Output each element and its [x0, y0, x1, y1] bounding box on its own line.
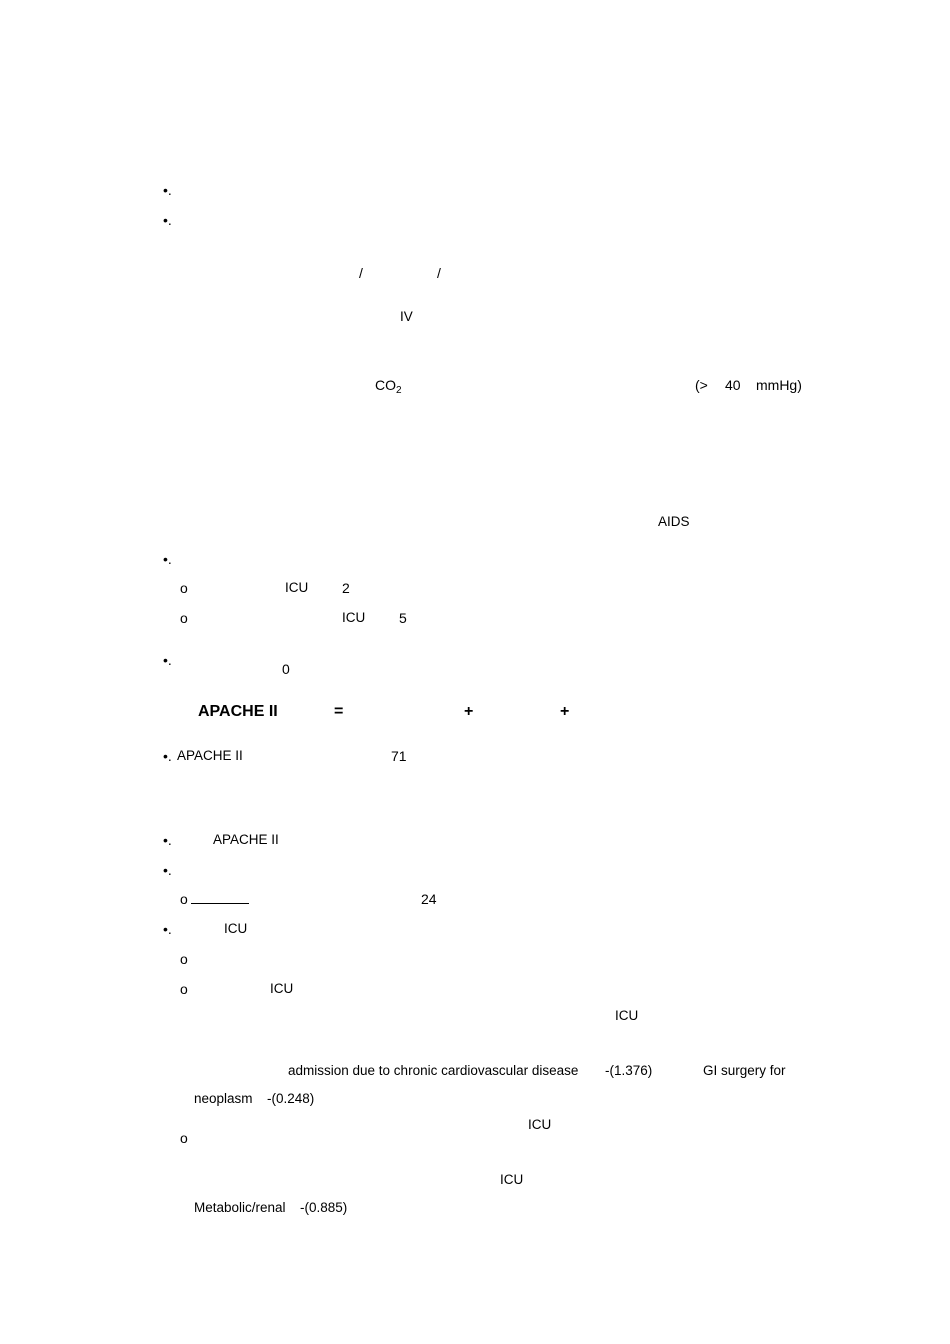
icu-label: ICU — [500, 1172, 524, 1187]
bullet-marker: •. — [163, 551, 172, 567]
points-value: 5 — [399, 610, 407, 626]
bullet-marker: •. — [163, 652, 172, 668]
fill-in-blank — [191, 891, 249, 904]
slash-separator: / — [359, 265, 363, 281]
sub-bullet-marker: o — [180, 580, 188, 596]
icu-label: ICU — [224, 921, 248, 936]
icu-label: ICU — [615, 1008, 639, 1023]
threshold-unit: mmHg) — [756, 377, 802, 393]
formula-equals: = — [334, 703, 344, 720]
icu-label: ICU — [285, 580, 309, 595]
bullet-marker: •. — [163, 921, 172, 937]
aids-label: AIDS — [658, 514, 690, 529]
bullet-marker: •. — [163, 832, 172, 848]
threshold-value: 40 — [725, 377, 741, 393]
bullet-marker: •. — [163, 862, 172, 878]
bullet-marker: •. — [163, 182, 172, 198]
hours-value: 24 — [421, 891, 437, 907]
co2-label: $CO_2$ — [375, 377, 402, 396]
sub-bullet-marker: o — [180, 890, 249, 908]
sub-bullet-marker: o — [180, 981, 188, 997]
sub-bullet-marker: o — [180, 610, 188, 626]
neoplasm-weight: -(0.248) — [267, 1091, 315, 1106]
icu-label: ICU — [342, 610, 366, 625]
max-score-value: 71 — [391, 748, 407, 764]
admission-weight: -(1.376) — [605, 1063, 653, 1078]
neoplasm-category: neoplasm — [194, 1091, 253, 1106]
iv-label: IV — [400, 309, 413, 324]
metabolic-category: Metabolic/renal — [194, 1200, 286, 1215]
metabolic-weight: -(0.885) — [300, 1200, 348, 1215]
formula-plus: + — [560, 703, 570, 720]
points-value: 0 — [282, 661, 290, 677]
formula-plus: + — [464, 703, 474, 720]
admission-category: admission due to chronic cardiovascular disease — [288, 1063, 579, 1078]
apache-label: APACHE II — [177, 748, 243, 763]
bullet-marker: •. — [163, 748, 172, 764]
sub-bullet-marker: o — [180, 951, 188, 967]
points-value: 2 — [342, 580, 350, 596]
threshold-open: (> — [695, 377, 708, 393]
sub-bullet-marker: o — [180, 1130, 188, 1146]
slash-separator: / — [437, 265, 441, 281]
icu-label: ICU — [270, 981, 294, 996]
formula-apache-label: APACHE II — [198, 703, 278, 720]
icu-label: ICU — [528, 1117, 552, 1132]
gi-surgery-category: GI surgery for — [703, 1063, 786, 1078]
bullet-marker: •. — [163, 212, 172, 228]
apache-label: APACHE II — [213, 832, 279, 847]
